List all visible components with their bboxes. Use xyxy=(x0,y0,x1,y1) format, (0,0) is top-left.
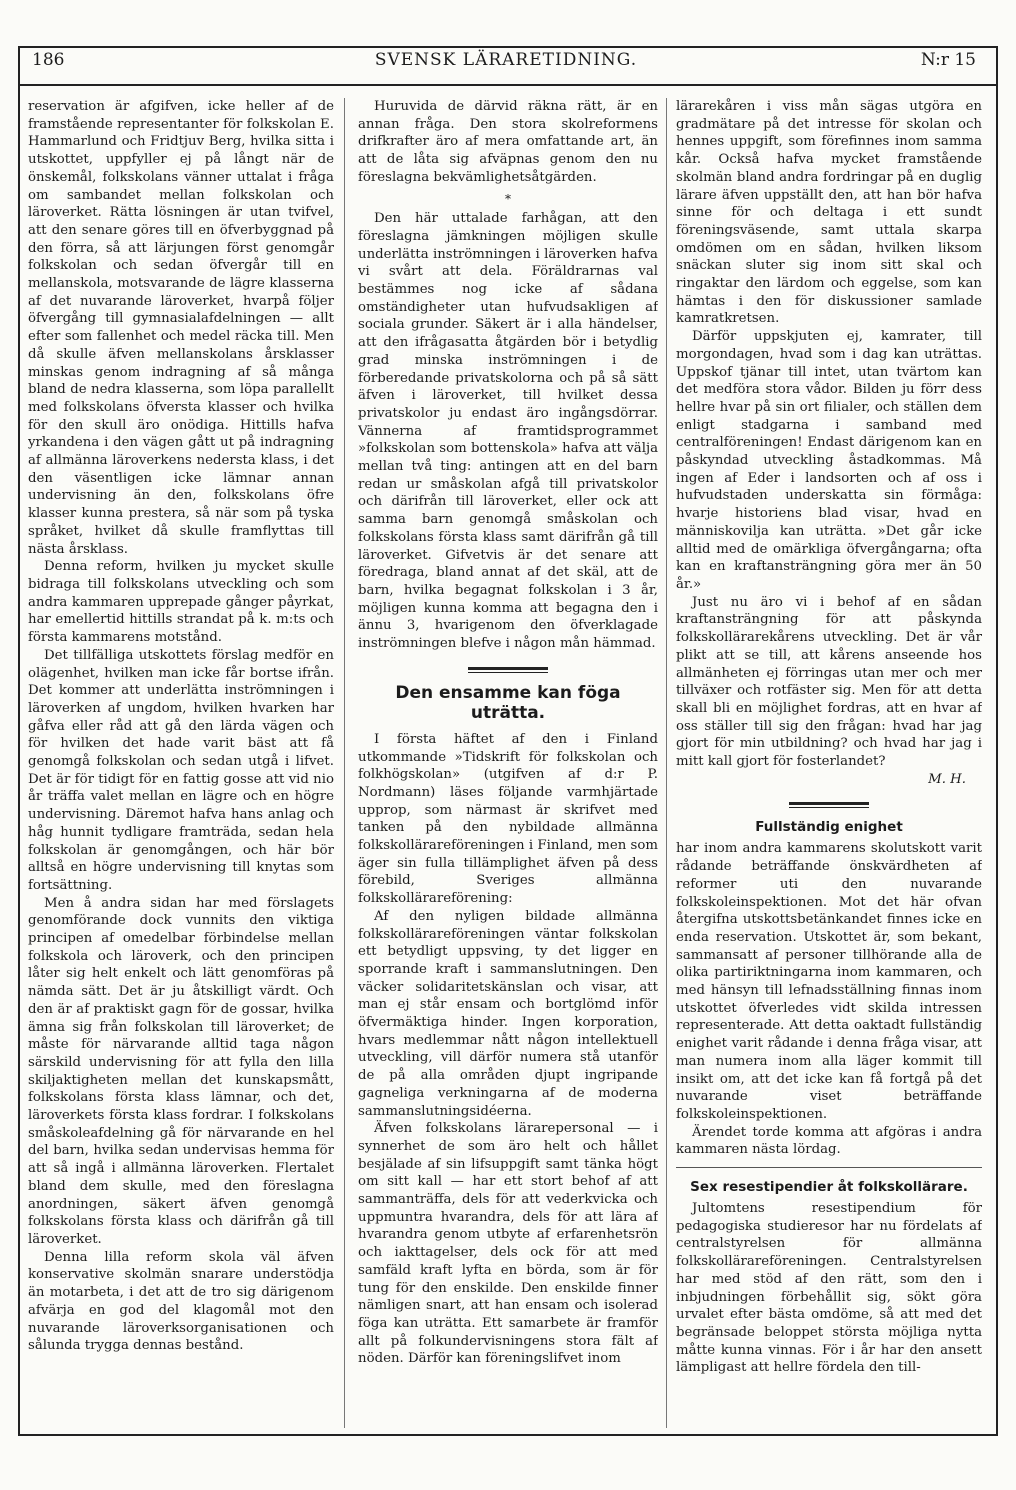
section-divider xyxy=(789,802,869,808)
paragraph: Just nu äro vi i behof af en sådan kraftansträngning för att påskynda folkskollärarekårens utveckling. Det är vår plikt att se till, att kårens anseende hos allmänheten ej förringas utan mer och mer tillväxer och rotfäster sig. Men för att detta skall bli en möjlighet fordras, att en hvar af oss ställer till sig den frågan: hvad har jag gjort för min utbildning? och hvad har jag i mitt kall gjort för fosterlandet? xyxy=(676,594,982,770)
paragraph: Men å andra sidan har med förslagets genomförande dock vunnits den viktiga principen af omedelbar förbindelse mellan folkskola och läroverk, och den principen låter sig helt enkelt och lätt genomföras på nämda sätt. Det är ju åtskilligt värdt. Och den är af praktiskt gagn för de gossar, hvilka ämna sig från folkskolan till läroverket; de måste för närvarande alltid taga någon särskild undervisning för att fylla den lilla skiljaktigheten mellan det kunskapsmått, folkskolans första klass lämnar, och det, läroverkets första klass fordrar. I folkskolans småskoleafdelning gå för närvarande en hel del barn, hvilka sedan undervisas hemma för att så ingå i allmänna läroverken. Flertalet bland dem skulle, med den föreslagna anordningen, säkert äfven genomgå folkskolans första klass och därifrån gå till läroverket. xyxy=(28,895,334,1247)
paragraph: Därför uppskjuten ej, kamrater, till morgondagen, hvad som i dag kan uträttas. Uppskof tjänar till intet, utan tvärtom kan det medföra stora vådor. Bilden ju förr dess hellre hvar på sin ort filialer, och ställen dem enligt stadgarna i samband med centralföreningen! Endast därigenom kan en påskyndad utveckling åstadkommas. Må ingen af Eder i landsorten och af oss i hufvudstaden underskatta sin förmåga: hvarje historiens blad visar, hvad en människovilja kan uträtta. »Det går icke alltid med de omärkliga öfvergångarna; ofta kan en kraftansträngning göra mer än 50 år.» xyxy=(676,329,982,592)
article-heading: Den ensamme kan föga uträtta. xyxy=(395,682,621,723)
paragraph: Af den nyligen bildade allmänna folkskollärareföreningen väntar folkskolan ett betydligt uppsving, ty det ligger en sporrande kraft i sammanslutningen. Den väcker solidaritetskänslan och visar, att man ej står ensam och bortglömd inför öfvermäktiga hinder. Ingen korporation, hvars medlemmar nått någon intellektuell utveckling, vill därför numera stå utanför de på alla områden djupt ingripande gagneliga verkningarna af de moderna sammanslutningsidéerna. xyxy=(358,908,658,1119)
section-divider xyxy=(676,1167,982,1168)
paragraph: Äfven folkskolans lärarepersonal — i synnerhet de som äro helt och hållet besjälade af sin lifsuppgift samt tänka högt om sitt kall — har ett stort behof af att sammanträffa, dels för att vederkvicka och uppmuntra hvarandra, dels för att lära af hvarandra genom utbyte af erfarenhetsrön och iakttagelser, dels ock för att med samfäld kraft lyfta en börda, som är för tung för den enskilde. Den enskilde finner nämligen snart, att han ensam och isolerad föga kan uträtta. Ett samarbete är framför allt på folkundervisningens stora fält af nöden. Därför kan föreningslifvet inom xyxy=(358,1121,658,1367)
page-frame-top xyxy=(18,46,998,48)
column-2 xyxy=(358,98,658,1428)
section-divider xyxy=(468,667,548,673)
page-frame-left xyxy=(18,46,20,1436)
newspaper-title: SVENSK LÄRARETIDNING. xyxy=(374,50,638,70)
column-3 xyxy=(676,98,982,1428)
article-heading: Sex resestipendier åt folkskollärare. xyxy=(690,1179,968,1196)
column-separator xyxy=(666,98,667,1428)
paragraph: Den här uttalade farhågan, att den föreslagna jämkningen möjligen skulle underlätta inströmningen i läroverken hafva vi svårt att dela. Föräldrarnas val bestämmes nog icke af sådana omständigheter utan hufvudsakligen af sociala grunder. Säkert är i alla händelser, att den ifrågasatta åtgärden bör i betydlig grad minska inströmningen i de förberedande privatskolorna och på så sätt äfven i läroverket, till hvilket dessa privatskolor ju endast äro ingångsdörrar. Vännerna af framtidsprogrammet »folkskolan som bottenskola» hafva att välja mellan två ting: antingen att en del barn redan ur småskolan afgå till privatskolor och därifrån till läroverket, eller ock att samma barn genomgå småskolan och folkskolans första klass samt därifrån gå till läroverket. Gifvetvis är det senare att föredraga, bland annat af det skäl, att de barn, hvilka begagnat folkskolan i 3 år, möjligen kunna komma att begagna den i ännu 3, hvarigenom den öfverklagade inströmningen blefve i någon mån hämmad. xyxy=(358,211,658,652)
column-1 xyxy=(28,98,334,1428)
paragraph: Denna reform, hvilken ju mycket skulle bidraga till folkskolans utveckling och som andra kammaren upprepade gånger påyrkat, har emellertid hittills strandat på k. m:ts och första kammarens motstånd. xyxy=(28,559,334,646)
header-rule xyxy=(18,84,998,86)
paragraph: har inom andra kammarens skolutskott varit rådande beträffande önskvärdheten af reformer uti den nuvarande folkskoleinspektionen. Mot det här ofvan återgifna utskottsbetänkandet finnes icke en enda reservation. Utskottet är, som bekant, sammansatt af personer tillhörande alla de olika partiriktningarna inom kammaren, och med hänsyn till lefnadsställning finnas inom utskottet öfverledes vidt skilda intressen representerade. Att detta oaktadt fullständig enighet varit rådande i denna fråga visar, att man numera inom alla läger kommit till insikt om, att det icke kan få fortgå på det nuvarande viset beträffande folkskoleinspektionen. xyxy=(676,841,982,1122)
paragraph: Denna lilla reform skola väl äfven konservative skolmän snarare understödja än motarbeta, i det att de tro sig därigenom afvärja en god del klagomål mot den nuvarande läroverksorganisationen och sålunda trygga dennas bestånd. xyxy=(28,1249,334,1354)
page-frame-right xyxy=(996,46,998,1436)
paragraph: I första häftet af den i Finland utkommande »Tidskrift för folkskolan och folkhögskolan» (utgifven af d:r P. Nordmann) läses följande varmhjärtade upprop, som närmast är skrifvet med tanken på den nybildade allmänna folkskollärareföreningen i Finland, men som äger sin fulla tillämplighet äfven på dess förebild, Sveriges allmänna folkskollärareförening: xyxy=(358,731,658,907)
issue-number: N:r 15 xyxy=(920,50,976,70)
page-frame-bottom xyxy=(18,1434,998,1436)
paragraph: Huruvida de därvid räkna rätt, är en annan fråga. Den stora skolreformens drifkrafter äro af mera omfattande art, än att de låta sig afväpnas genom den nu föreslagna bekvämlighetsåtgärden. xyxy=(358,99,658,185)
paragraph: reservation är afgifven, icke heller af de framstående representanter för folkskolan E. Hammarlund och Fridtjuv Berg, hvilka sitta i utskottet, uppfyller ej på långt när de önskemål, folkskolans vänner uttalat i fråga om sambandet mellan folkskolan och läroverket. Rätta lösningen är utan tvifvel, att den senare göres till en öfverbyggnad på den förra, så att lärjungen först genomgår folkskolan och sedan öfvergår till en mellanskola, motsvarande de lägre klasserna af det nuvarande läroverket, hvarpå följer öfvergång till gymnasialafdelningen — allt efter som fallenhet och medel räcka till. Men då skulle äfven mellanskolans årsklasser minskas genom indragning af så många bland de nedra klasserna, som löpa parallellt med folkskolans öfversta klasser och hvilka för den skull äro onödiga. Hittills hafva yrkandena i den vägen gått ut på indragning af allmänna läroverkens nedersta klass, i det den väsentligen icke lämnar annan undervisning än den, folkskolans öfre klasser kunna prestera, så när som på tyska språket, hvilket då skulle framflyttas till nästa årsklass. xyxy=(28,99,334,557)
page-number: 186 xyxy=(32,50,65,70)
signature: M. H. xyxy=(928,771,966,787)
column-separator xyxy=(344,98,345,1428)
paragraph: Det tillfälliga utskottets förslag medför en olägenhet, hvilken man icke får bortse ifrån. Det kommer att underlätta inströmningen i läroverken af ungdom, hvilken hvarken har gåfva eller råd att gå den lärda vägen och för hvilken det hade varit bäst att få genomgå folkskolan och sedan utgå i lifvet. Det är för tidigt för en fattig gosse att vid nio år träffa valet mellan en lägre och en högre undervisning. Däremot hafva hans anlag och håg hunnit tydligare framträda, sedan hela folkskolan är genomgången, och här bör alltså en högre undervisning till knytas som fortsättning. xyxy=(28,647,334,893)
paragraph: Ärendet torde komma att afgöras i andra kammaren nästa lördag. xyxy=(676,1124,982,1158)
paragraph: lärarekåren i viss mån sägas utgöra en gradmätare på det intresse för skolan och hennes uppgift, som förefinnes inom samma kår. Också hafva mycket framstående skolmän bland andra fordringar på en duglig lärare äfven uppställt den, att han bör hafva sinne för och deltaga i ett sundt föreningsväsende, samt uttala skarpa omdömen om en sådan, hvilken liksom snäckan sluter sig inom sitt skal och ringaktar den lärdom och eggelse, som kan hämtas i den för diskussioner samlade kamratkretsen. xyxy=(676,99,982,327)
page-header xyxy=(26,50,986,80)
paragraph: Jultomtens resestipendium för pedagogiska studieresor har nu fördelats af centralstyrelsen för allmänna folkskollärareföreningen. Centralstyrelsen har med stöd af den rätt, som den i inbjudningen förbehållit sig, sökt göra urvalet efter bästa omdöme, så att med det begränsade beloppet största möjliga nytta måtte kunna vinnas. För i år har den ansett lämpligast att hellre fördela den till- xyxy=(676,1201,982,1376)
section-star: * xyxy=(505,191,511,206)
article-heading: Fullständig enighet xyxy=(755,819,903,836)
